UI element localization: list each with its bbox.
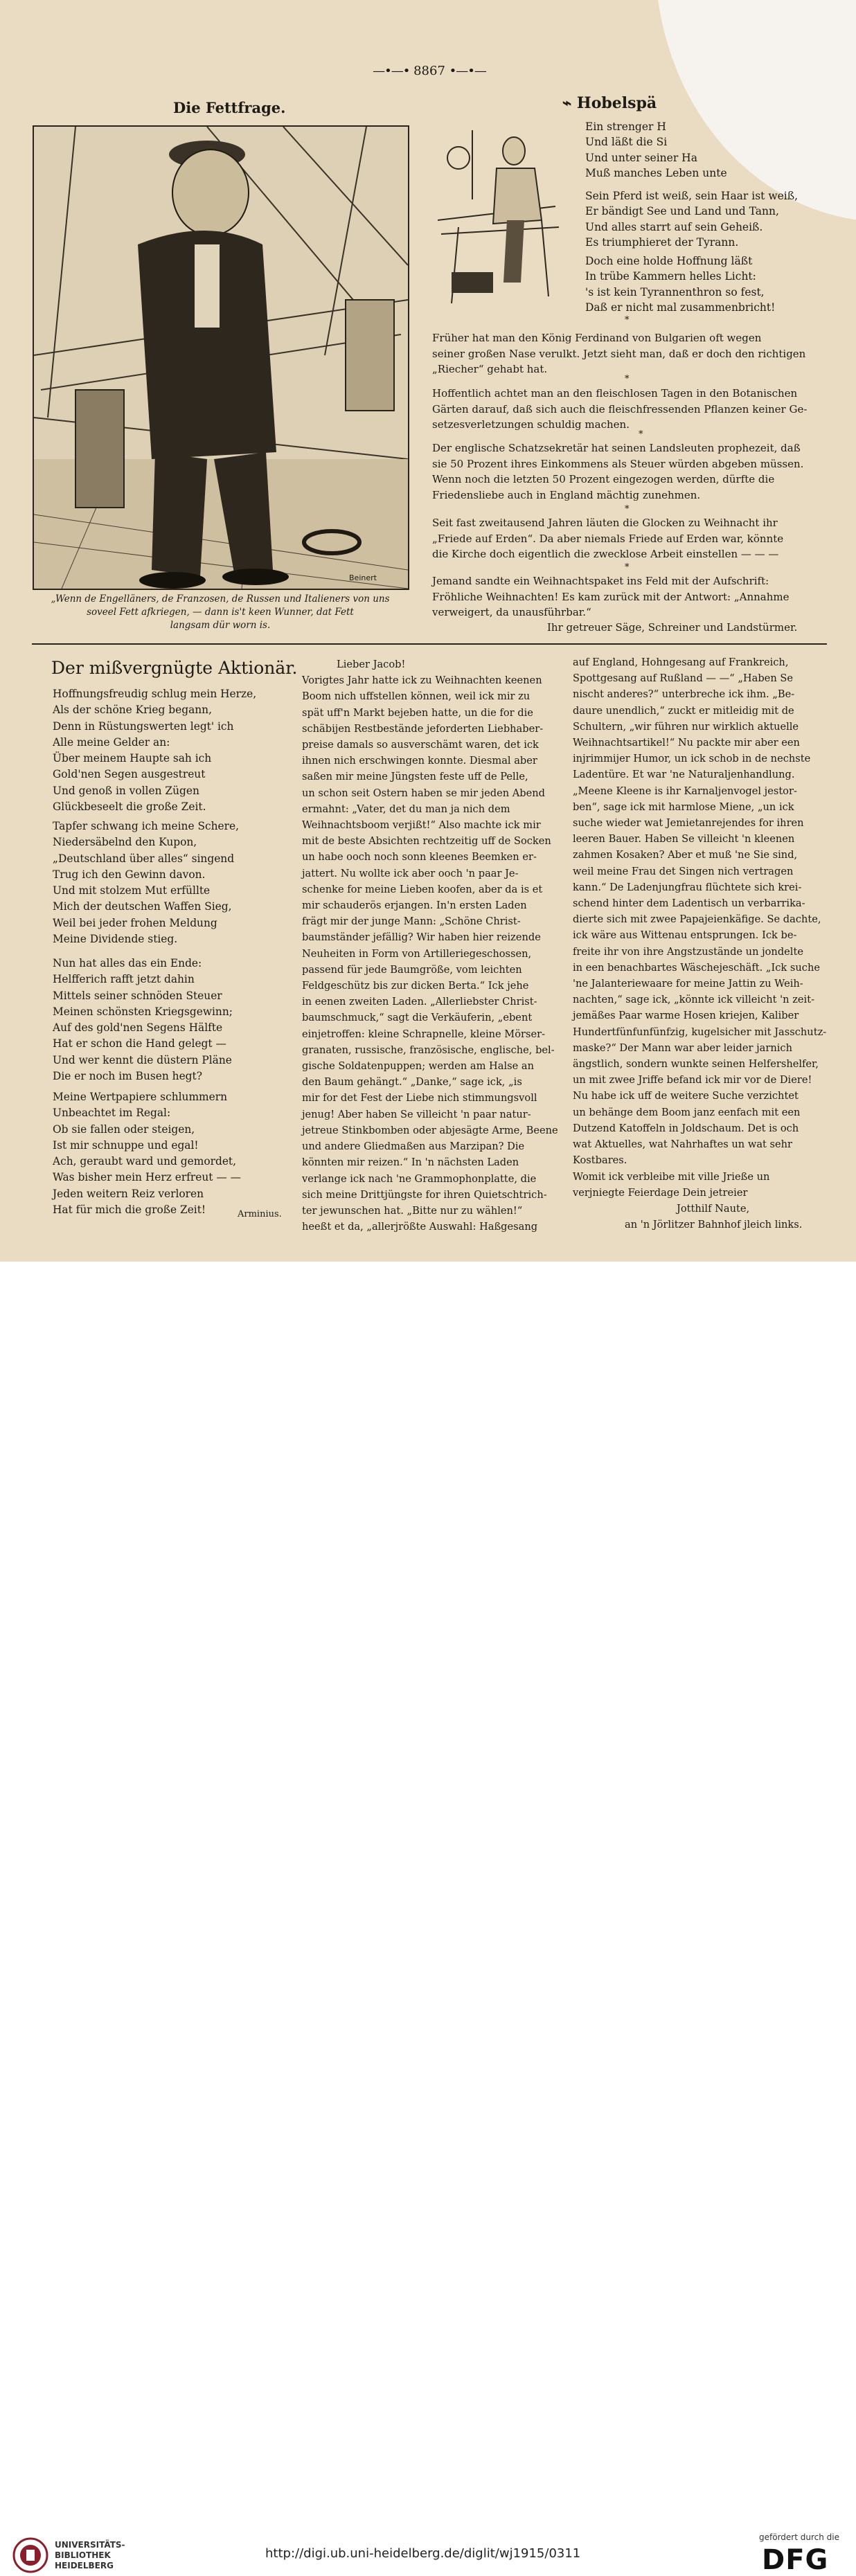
sailor-cartoon-illustration <box>33 125 409 590</box>
carpenter-drawing <box>431 116 562 314</box>
aktionaer-title: Der mißvergnügte Aktionär. <box>51 658 298 678</box>
hobel-paragraph-4: Seit fast zweitausend Jahren läuten die Glocken zu Weihnacht ihr „Friede auf Erden“. Da aber niemals Friede auf Erden war, könnte die Kirche doch eigentlich die zwecklose Arbeit einstellen — — — <box>432 517 784 560</box>
letter-column-2: auf England, Hohngesang auf Frankreich, Spottgesang auf Rußland — —“ „Haben Se nischt anderes?“ unterbreche ick ihm. „Be- daure unendlich,“ zuckt er mitleidig mit de Schultern, „wir führen nur wirklich aktuelle Weihnachtsartikel!“ Nu packte mir aber een injrimmijer Humor, un ick schob in de nechste Ladentüre. Et war 'ne Naturaljenhandlung. „Meene Kleene is ihr Karnaljenvogel jestor- ben“, sage ick mit harmlose Miene, „un ick suche wieder wat Jemietanrejendes for ihren leeren Bauer. Haben Se villeicht 'n kleenen zahmen Kosaken? Aber et muß 'ne Sie sind, weil meine Frau det Singen nich vertragen kann.“ De Ladenjungfrau flüchtete sich krei- schend hinter dem Ladentisch un verbarrika- dierte sich mit zwee Papajeienkäfige. Se dachte, ick wäre aus Wittenau entsprungen. Ick be- freite ihr von ihre Angstzustände un jondelte in een benachbartes Wäschejeschäft. „Ick suche 'ne Jalanteriewaare for meine Jattin zu Weih- nachten,“ sage ick, „könnte ick villeicht 'n zeit- jemäßes Paar warme Hosen kriejen, Kaliber Hundertfünfunfünfzig, kugelsicher mit Jasschutz- maske?“ Der Mann war aber leider jarnich ängstlich, sondern wunkte seinen Helfershelfer, un mit zwee Jriffe befand ick mir vor de Diere! Nu habe ick uff de weitere Suche verzichtet un behänge dem Boom janz eenfach mit een Dutzend Katoffeln in Joldschaum. Det is och wat Aktuelles, wat Nahrhaftes un wat sehr Kostbares. Womit ick verbleibe mit ville Jrieße un verjniegte Feierdage Dein jetreier Jotthilf Naute, an 'n Jörlitzer Bahnhof jleich links. <box>573 656 827 1231</box>
library-logo-text: UNIVERSITÄTS- BIBLIOTHEK HEIDELBERG <box>55 2540 125 2570</box>
aktionaer-stanza-4: Meine Wertpapiere schlummern Unbeachtet im Regal: Ob sie fallen oder steigen, Ist mir schnuppe und egal! Ach, geraubt ward und gemordet, Was bisher mein Herz erfreut — — Jeden weitern Reiz verloren Hat für mich die große Zeit! <box>53 1091 241 1217</box>
hobel-stanza-2: Sein Pferd ist weiß, sein Haar ist weiß, Er bändigt See und Land und Tann, Und alles starrt auf sein Geheiß. Es triumphieret der Tyrann. <box>585 190 799 249</box>
hobelspaene-title: ⌁ Hobelspä <box>562 94 657 112</box>
artist-signature: Beinert <box>349 573 377 582</box>
newspaper-sheet <box>0 0 856 1262</box>
separator-star: * <box>625 562 630 573</box>
dfg-logo: DFG <box>762 2544 829 2576</box>
hobel-paragraph-1: Früher hat man den König Ferdinand von Bulgarien oft wegen seiner großen Nase verulkt. Jetzt sieht man, daß er doch den richtigen „Riecher“ gehabt hat. <box>432 332 806 375</box>
separator-star: * <box>625 374 630 384</box>
page-number: —•—• 8867 •—•— <box>373 64 486 78</box>
digitization-footer <box>0 1262 856 2576</box>
hobel-paragraph-2: Hoffentlich achtet man an den fleischlosen Tagen in den Botanischen Gärten darauf, daß sich auch die fleischfressenden Pflanzen keiner Ge- setzesverletzungen schuldig machen. <box>432 387 808 431</box>
aktionaer-stanza-1: Hoffnungsfreudig schlug mein Herze, Als der schöne Krieg begann, Denn in Rüstungswerten legt' ich Alle meine Gelder an: Über meinem Haupte sah ich Gold'nen Segen ausgestreut Und genoß in vollen Zügen Glückbeseelt die große Zeit. <box>53 688 257 814</box>
separator-star: * <box>625 315 630 325</box>
fettfrage-title: Die Fettfrage. <box>173 99 286 116</box>
hobel-paragraph-5: Jemand sandte ein Weihnachtspaket ins Feld mit der Aufschrift: Fröhliche Weihnachten! Es kam zurück mit der Antwort: „Annahme verweigert, da unausführbar.“ <box>432 575 790 618</box>
aktionaer-stanza-3: Nun hat alles das ein Ende: Helfferich rafft jetzt dahin Mittels seiner schnöden Steuer Meinen schönsten Kriegsgewinn; Auf des gold'nen Segens Hälfte Hat er schon die Hand gelegt — Und wer kennt die düstern Pläne Die er noch im Busen hegt? <box>53 957 233 1083</box>
permalink-url[interactable]: http://digi.ub.uni-heidelberg.de/diglit/wj1915/0311 <box>265 2546 581 2561</box>
cartoon-caption: „Wenn de Engelläners, de Franzosen, de Russen und Italieners von uns soveel Fett afkriegen, — dann is't keen Wunner, dat Fett langsam dür worn is. <box>51 593 390 631</box>
hobel-signature: Ihr getreuer Säge, Schreiner und Landstürmer. <box>547 621 798 634</box>
ornament-right: •—•— <box>449 64 486 78</box>
carpenter-illustration <box>431 116 562 314</box>
separator-star: * <box>625 504 630 515</box>
aktionaer-stanza-2: Tapfer schwang ich meine Schere, Niedersäbelnd den Kupon, „Deutschland über alles“ singend Trug ich den Gewinn davon. Und mit stolzem Mut erfüllte Mich der deutschen Waffen Sieg, Weil bei jeder frohen Meldung Meine Dividende stieg. <box>53 820 240 946</box>
sailor-drawing <box>34 127 408 589</box>
hobel-paragraph-3: Der englische Schatzsekretär hat seinen Landsleuten prophezeit, daß sie 50 Prozent ihres Einkommens als Steuer würden abgeben müssen. Wenn noch die letzten 50 Prozent eingezogen werden, dürfte die Friedensliebe auch in England mächtig zunehmen. <box>432 442 804 501</box>
hobel-stanza-3: Doch eine holde Hoffnung läßt In trübe Kammern helles Licht: 's ist kein Tyrannenthron so fest, Daß er nicht mal zusammenbricht! <box>585 255 776 314</box>
funded-by-label: gefördert durch die <box>759 2532 839 2542</box>
hobel-stanza-1: Ein strenger H Und läßt die Si Und unter seiner Ha Muß manches Leben unte <box>585 120 727 180</box>
university-seal-icon <box>12 2537 48 2573</box>
poem-author: Arminius. <box>238 1209 282 1219</box>
separator-star: * <box>639 429 643 440</box>
letter-column-1: Lieber Jacob! Vorigtes Jahr hatte ick zu Weihnachten keenen Boom nich uffstellen können, weil ick mir zu spät uff'n Markt bejeben hatte, un die for die schäbijen Restbestände jeforderten Liebhaber- preise damals so ausverschämt waren, det ick ihnen nich erschwingen konnte. Diesmal aber saßen mir meine Jüngsten feste uff de Pelle, un schon seit Ostern haben se mir jeden Abend ermahnt: „Vater, det du man ja nich dem Weihnachtsboom verjißt!“ Also machte ick mir mit de beste Absichten rechtzeitig uff de Socken un habe ooch noch sonn kleenes Beemken er- jattert. Nu wollte ick aber ooch 'n paar Je- schenke for meine Lieben koofen, aber da is et mir schauderös erjangen. In'n ersten Laden frägt mir der junge Mann: „Schöne Christ- baumständer jefällig? Wir haben hier reizende Neuheiten in Form von Artilleriegeschossen, passend für jede Baumgröße, vom leichten Feldgeschütz bis zur dicken Berta.“ Ick jehe in eenen zweiten Laden. „Allerliebster Christ- baumschmuck,“ sagt die Verkäuferin, „ebent einjetroffen: kleine Schrapnelle, kleine Mörser- granaten, russische, französische, englische, bel- gische Soldatenpuppen; werden am Halse an den Baum gehängt.“ „Danke,“ sage ick, „is mir for det Fest der Liebe nich stimmungsvoll jenug! Aber haben Se villeicht 'n paar natur- jetreue Stinkbomben oder abjesägte Arme, Beene und andere Gliedmaßen aus Marzipan? Die könnten mir reizen.“ In 'n nächsten Laden verlange ick nach 'ne Grammophonplatte, die sich meine Drittjüngste for ihren Quietschtrich- ter jewunschen hat. „Bitte nur zu wählen!“ heeßt et da, „allerjrößte Auswahl: Haßgesang <box>302 659 558 1233</box>
section-divider <box>32 643 827 645</box>
plane-glyph-icon: ⌁ <box>562 94 577 112</box>
ornament-left: —•—• <box>373 64 410 78</box>
